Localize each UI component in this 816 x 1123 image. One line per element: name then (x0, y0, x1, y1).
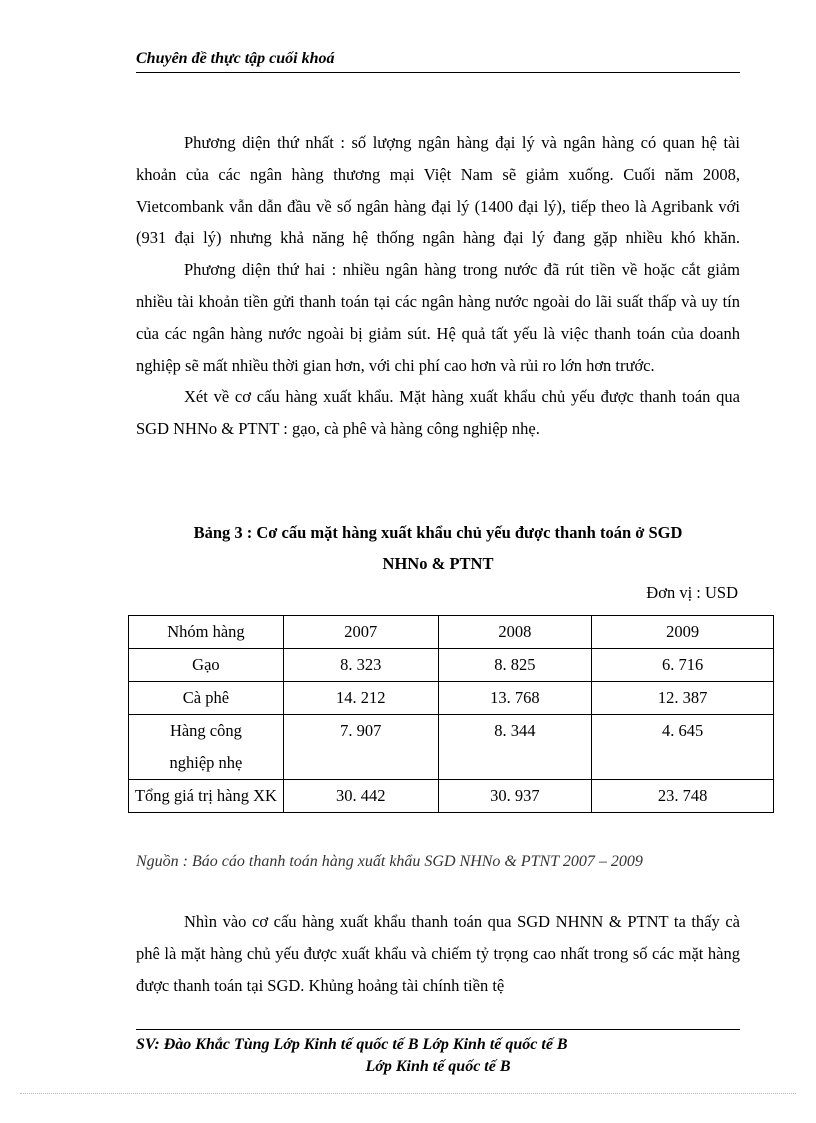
table-header-cell: 2008 (438, 616, 592, 649)
table-source: Nguồn : Báo cáo thanh toán hàng xuất khẩu SGD NHNo & PTNT 2007 – 2009 (136, 853, 643, 870)
table-cell: 13. 768 (438, 682, 592, 715)
table-cell: 4. 645 (592, 715, 774, 780)
table-cell: 8. 344 (438, 715, 592, 780)
table-header-row (129, 616, 774, 649)
paragraph-1: Phương diện thứ nhất : số lượng ngân hàng đại lý và ngân hàng có quan hệ tài khoản của các ngân hàng thương mại Việt Nam sẽ giảm xuống. Cuối năm 2008, Vietcombank vẫn dẫn đầu về số ngân hàng đại lý (1400 đại lý), tiếp theo là Agribank với (931 đại lý) nhưng khả năng hệ thống ngân hàng đại lý đang gặp nhiều khó khăn. (136, 133, 740, 248)
page-footer (136, 1029, 740, 1078)
table-title-line-1: Bảng 3 : Cơ cấu mặt hàng xuất khẩu chủ yếu được thanh toán ở SGD (193, 523, 683, 542)
table-cell: 7. 907 (283, 715, 438, 780)
header-title: Chuyên đề thực tập cuối khoá (136, 50, 335, 67)
table-cell: Tổng giá trị hàng XK (129, 780, 284, 813)
table-cell: 8. 323 (283, 649, 438, 682)
page-divider (20, 1093, 796, 1094)
footer-line-1: SV: Đào Khắc Tùng Lớp Kinh tế quốc tế B Lớp Kinh tế quốc tế B (136, 1036, 568, 1053)
paragraph-2: Phương diện thứ hai : nhiều ngân hàng trong nước đã rút tiền về hoặc cắt giảm nhiều tài khoản tiền gửi thanh toán tại các ngân hàng nước ngoài do lãi suất thấp và uy tín của các ngân hàng nước ngoài bị giảm sút. Hệ quả tất yếu là việc thanh toán của doanh nghiệp sẽ mất nhiều thời gian hơn, với chi phí cao hơn và rủi ro lớn hơn trước. (136, 260, 740, 375)
table-row (129, 715, 774, 780)
table-header-cell: 2007 (283, 616, 438, 649)
body-section-1 (136, 127, 740, 445)
table-cell: 14. 212 (283, 682, 438, 715)
table-row (129, 780, 774, 813)
paragraph-4: Nhìn vào cơ cấu hàng xuất khẩu thanh toán qua SGD NHNN & PTNT ta thấy cà phê là mặt hàng chủ yếu được xuất khẩu và chiếm tỷ trọng cao nhất trong số các mặt hàng được thanh toán tại SGD. Khủng hoảng tài chính tiền tệ (136, 912, 740, 995)
table-unit: Đơn vị : USD (646, 583, 738, 602)
table-cell: Gạo (129, 649, 284, 682)
table-cell: Hàng công nghiệp nhẹ (129, 715, 284, 780)
table-cell: 12. 387 (592, 682, 774, 715)
table-row (129, 682, 774, 715)
paragraph-3: Xét về cơ cấu hàng xuất khẩu. Mặt hàng xuất khẩu chủ yếu được thanh toán qua SGD NHNo & PTNT : gạo, cà phê và hàng công nghiệp nhẹ. (136, 387, 740, 439)
table-cell: Cà phê (129, 682, 284, 715)
body-section-2 (136, 906, 740, 1001)
table-cell: 8. 825 (438, 649, 592, 682)
table-cell: 30. 442 (283, 780, 438, 813)
table-header-cell: 2009 (592, 616, 774, 649)
footer-line-2: Lớp Kinh tế quốc tế B (365, 1058, 511, 1075)
table-title-line-2: NHNo & PTNT (382, 554, 494, 573)
page-header (136, 50, 740, 73)
table-cell: 23. 748 (592, 780, 774, 813)
export-structure-table (128, 615, 774, 813)
table-cell: 30. 937 (438, 780, 592, 813)
table-row (129, 649, 774, 682)
table-header-cell: Nhóm hàng (129, 616, 284, 649)
table-cell: 6. 716 (592, 649, 774, 682)
